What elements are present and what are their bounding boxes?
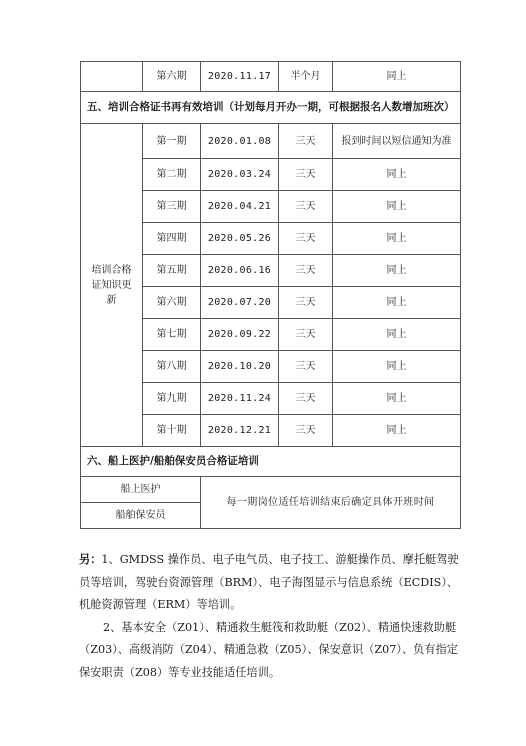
date-cell: 2020.01.08 (201, 124, 279, 159)
duration-cell: 三天 (279, 223, 333, 255)
period-cell: 第十期 (143, 415, 201, 447)
duration-cell: 三天 (279, 287, 333, 319)
period-cell: 第一期 (143, 124, 201, 159)
table-row (81, 124, 461, 159)
date-cell: 2020.12.21 (201, 415, 279, 447)
note-cell: 同上 (333, 383, 461, 415)
note-cell: 同上 (333, 191, 461, 223)
period-cell: 第六期 (143, 287, 201, 319)
table-row (81, 477, 461, 503)
section-5-title: 五、培训合格证书再有效培训（计划每月开办一期，可根据报名人数增加班次） (81, 92, 461, 124)
category-cell: 培训合格证知识更新 (81, 124, 143, 447)
duration-cell: 三天 (279, 159, 333, 191)
table-row (81, 62, 461, 92)
duration-cell: 半个月 (279, 62, 333, 92)
duration-cell: 三天 (279, 319, 333, 351)
period-cell: 第四期 (143, 223, 201, 255)
date-cell: 2020.04.21 (201, 191, 279, 223)
date-cell: 2020.11.24 (201, 383, 279, 415)
item-cell: 船上医护 (81, 477, 201, 503)
duration-cell: 三天 (279, 415, 333, 447)
notes-block (79, 548, 463, 684)
note-cell: 同上 (333, 223, 461, 255)
period-cell: 第七期 (143, 319, 201, 351)
date-cell: 2020.05.26 (201, 223, 279, 255)
item-cell: 船舶保安员 (81, 503, 201, 529)
note-cell: 同上 (333, 159, 461, 191)
note-cell: 同上 (333, 319, 461, 351)
schedule-note-cell: 每一期岗位适任培训结束后确定具体开班时间 (201, 477, 461, 529)
notes-paragraph-1 (79, 548, 463, 617)
notes-lead: 另： (79, 552, 102, 566)
period-cell: 第八期 (143, 351, 201, 383)
note-cell: 同上 (333, 287, 461, 319)
date-cell: 2020.07.20 (201, 287, 279, 319)
date-cell: 2020.03.24 (201, 159, 279, 191)
note-cell: 同上 (333, 62, 461, 92)
period-cell: 第九期 (143, 383, 201, 415)
duration-cell: 三天 (279, 124, 333, 159)
note-cell: 同上 (333, 255, 461, 287)
date-cell: 2020.06.16 (201, 255, 279, 287)
category-cell-empty (81, 62, 143, 92)
note-cell: 报到时间以短信通知为准 (333, 124, 461, 159)
section-header-row (81, 92, 461, 124)
duration-cell: 三天 (279, 191, 333, 223)
section-header-row (81, 447, 461, 477)
duration-cell: 三天 (279, 255, 333, 287)
section-6-title: 六、船上医护/船舶保安员合格证培训 (81, 447, 461, 477)
training-schedule-table (80, 61, 461, 529)
date-cell: 2020.10.20 (201, 351, 279, 383)
date-cell: 2020.11.17 (201, 62, 279, 92)
period-cell: 第六期 (143, 62, 201, 92)
notes-text-1: 1、GMDSS 操作员、电子电气员、电子技工、游艇操作员、摩托艇驾驶员等培训，驾驶台资源管理（BRM）、电子海图显示与信息系统（ECDIS）、机舱资源管理（ERM）等培训。 (79, 553, 459, 611)
period-cell: 第五期 (143, 255, 201, 287)
date-cell: 2020.09.22 (201, 319, 279, 351)
note-cell: 同上 (333, 415, 461, 447)
notes-paragraph-2: 2、基本安全（Z01）、精通救生艇筏和救助艇（Z02）、精通快速救助艇（Z03）、高级消防（Z04）、精通急救（Z05）、保安意识（Z07）、负有指定保安职责（Z08）等专业技能适任培训。 (79, 620, 458, 679)
duration-cell: 三天 (279, 351, 333, 383)
duration-cell: 三天 (279, 383, 333, 415)
period-cell: 第三期 (143, 191, 201, 223)
note-cell: 同上 (333, 351, 461, 383)
period-cell: 第二期 (143, 159, 201, 191)
